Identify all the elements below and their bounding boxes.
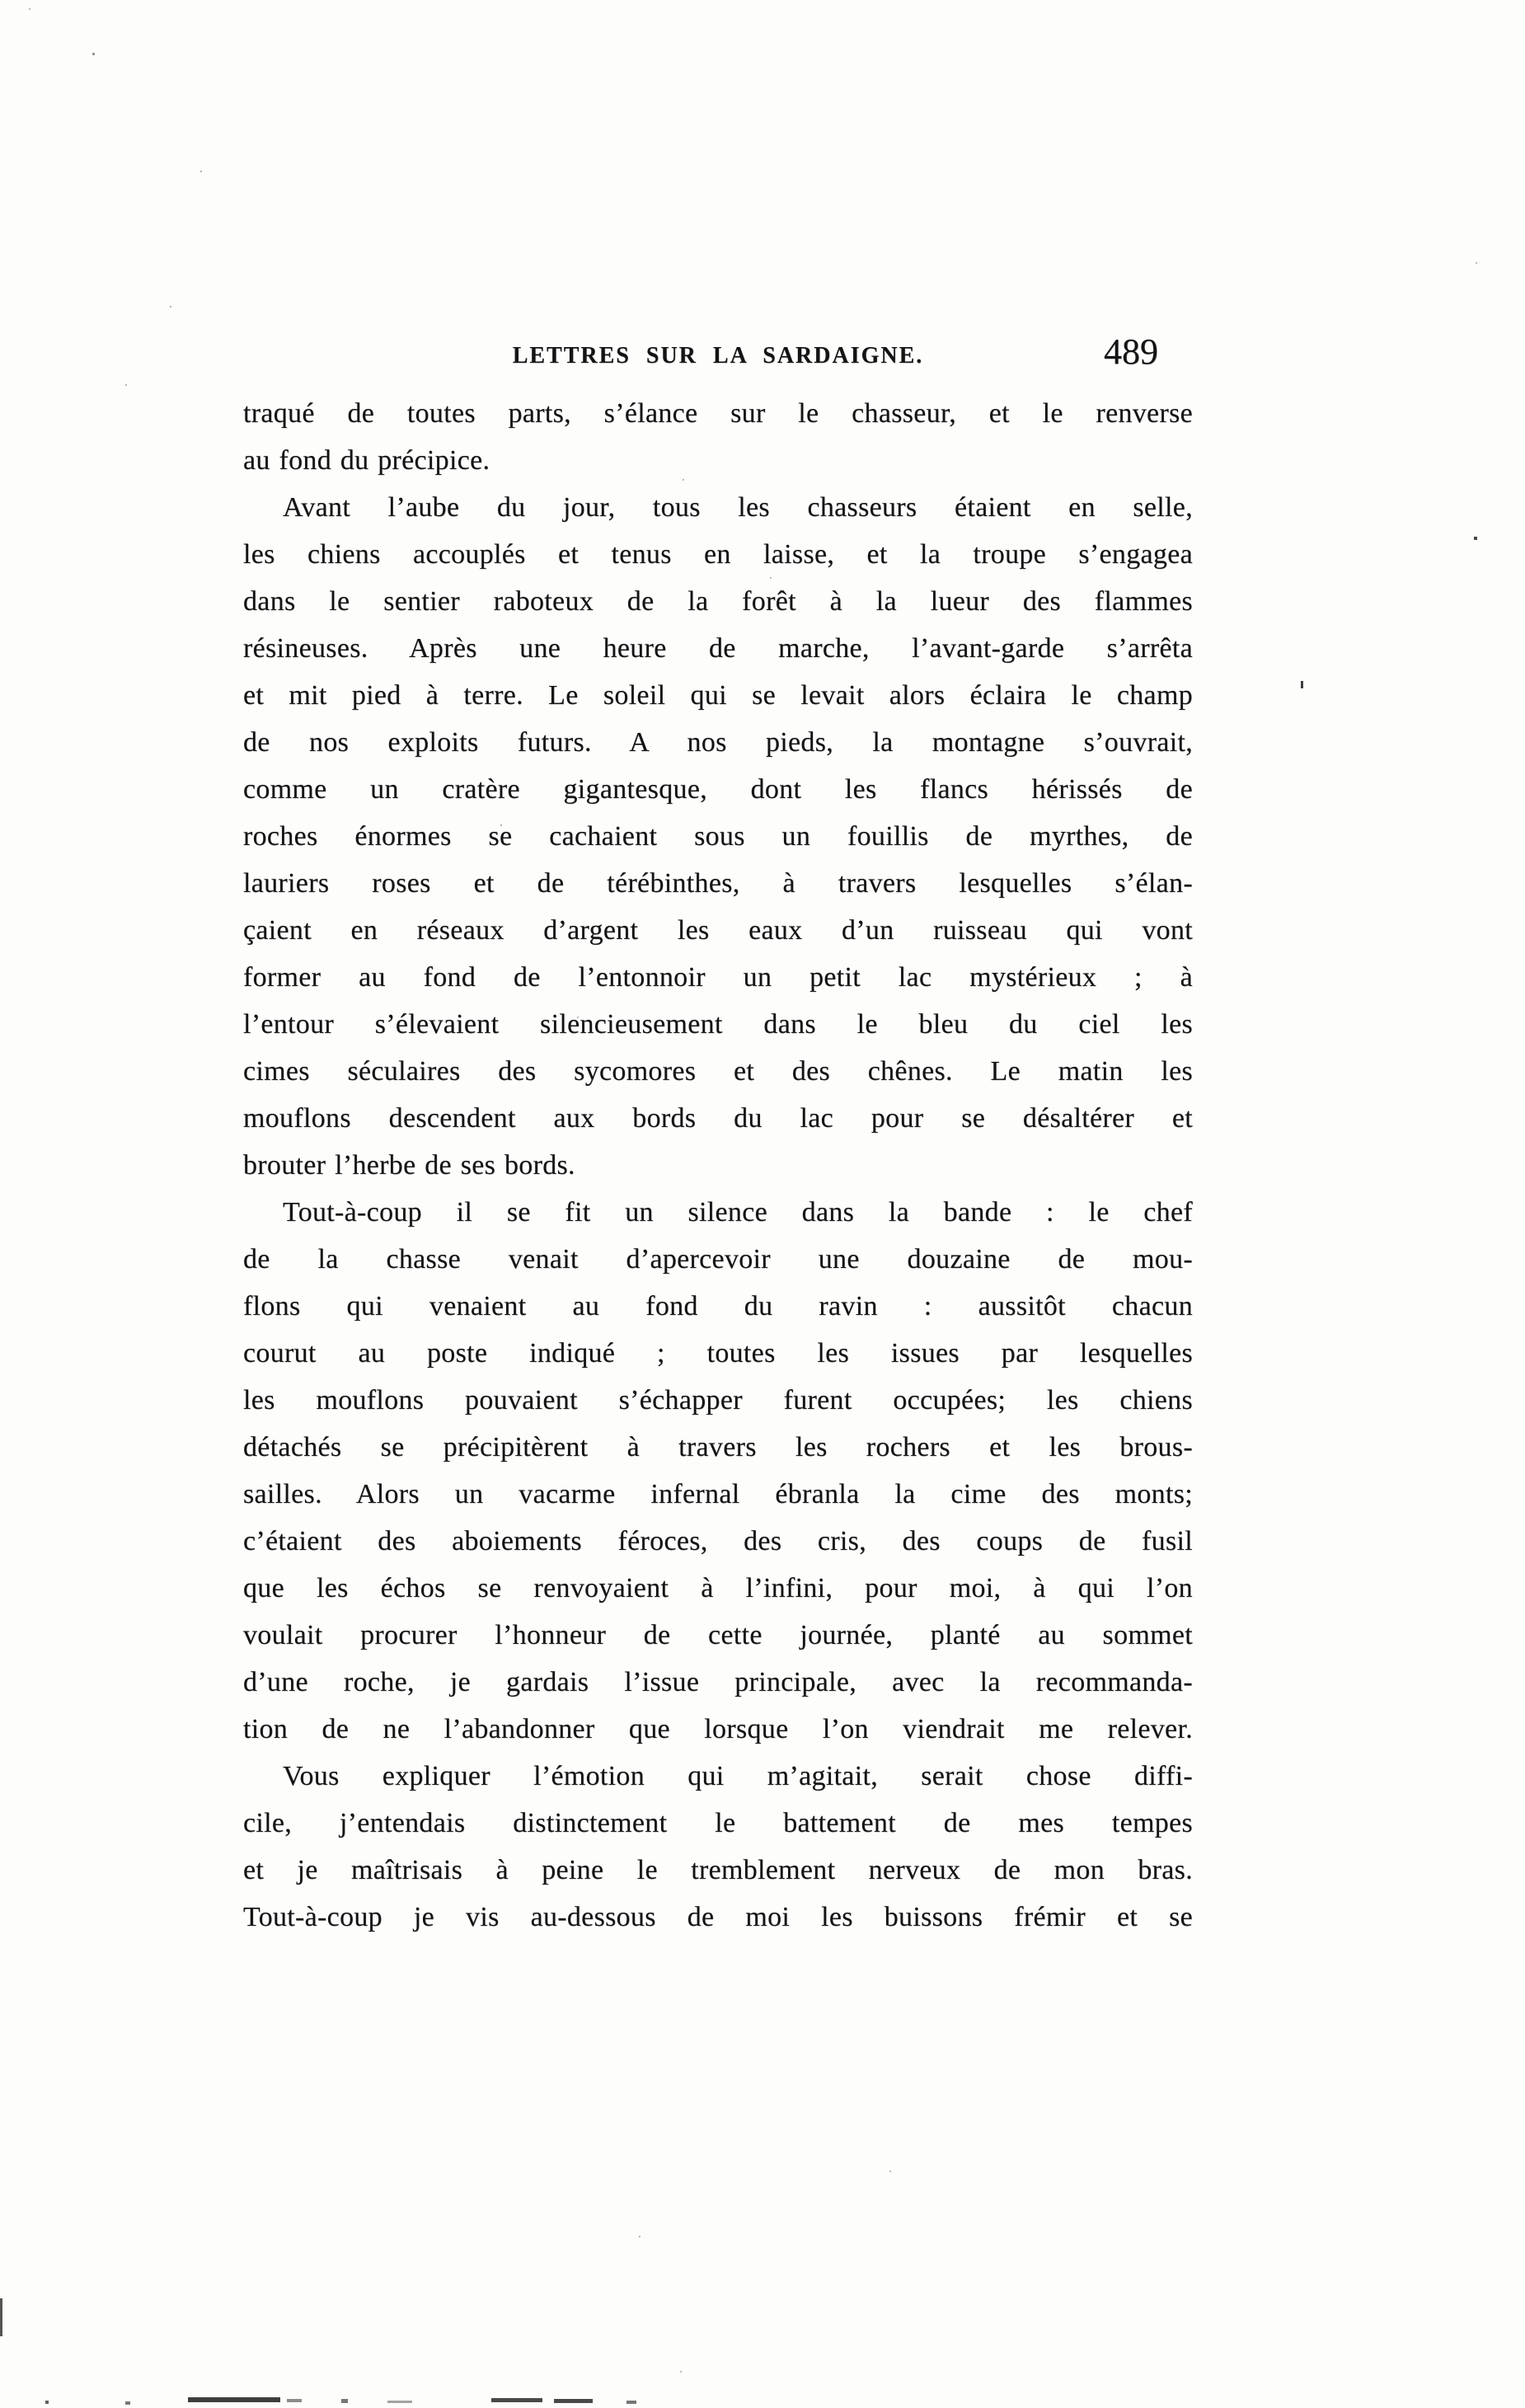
text-line: et je maîtrisais à peine le tremblement nerveux de mon bras.	[243, 1855, 1193, 1885]
scan-artifact	[287, 2399, 302, 2402]
text-line: Tout-à-coup il se fit un silence dans la bande : le chef	[283, 1197, 1193, 1227]
scan-artifact	[491, 2398, 542, 2402]
text-line: voulait procurer l’honneur de cette journée, planté au sommet	[243, 1620, 1193, 1650]
scan-artifact	[45, 2401, 49, 2404]
scan-artifact	[0, 2298, 2, 2336]
scan-artifact	[29, 8, 30, 10]
text-line: dans le sentier raboteux de la forêt à la lueur des flammes	[243, 586, 1193, 617]
text-line: d’une roche, je gardais l’issue principale, avec la recommanda-	[243, 1667, 1193, 1697]
scan-artifact	[387, 2401, 412, 2403]
text-line: çaient en réseaux d’argent les eaux d’un ruisseau qui vont	[243, 915, 1193, 946]
text-line: de nos exploits futurs. A nos pieds, la montagne s’ouvrait,	[243, 727, 1193, 758]
text-line: Avant l’aube du jour, tous les chasseurs étaient en selle,	[283, 492, 1193, 523]
text-line: cile, j’entendais distinctement le battement de mes tempes	[243, 1808, 1193, 1838]
text-line: roches énormes se cachaient sous un fouillis de myrthes, de	[243, 821, 1193, 852]
scan-artifact	[626, 2401, 636, 2404]
text-line: l’entour s’élevaient silencieusement dans le bleu du ciel les	[243, 1009, 1193, 1040]
text-line: tion de ne l’abandonner que lorsque l’on viendrait me relever.	[243, 1714, 1193, 1744]
text-line: au fond du précipice.	[243, 445, 490, 476]
text-line: mouflons descendent aux bords du lac pour se désaltérer et	[243, 1103, 1193, 1134]
text-line: brouter l’herbe de ses bords.	[243, 1150, 575, 1181]
text-line: flons qui venaient au fond du ravin : aussitôt chacun	[243, 1291, 1193, 1321]
scan-artifact	[188, 2397, 280, 2402]
scan-artifact	[770, 577, 772, 579]
scan-artifact	[125, 2401, 130, 2405]
scan-artifact	[500, 824, 502, 826]
text-line: c’étaient des aboiements féroces, des cris, des coups de fusil	[243, 1526, 1193, 1556]
scan-artifact	[889, 2171, 891, 2172]
text-line: résineuses. Après une heure de marche, l’avant-garde s’arrêta	[243, 633, 1193, 664]
text-line: former au fond de l’entonnoir un petit lac mystérieux ; à	[243, 962, 1193, 993]
text-line: Tout-à-coup je vis au-dessous de moi les buissons frémir et se	[243, 1902, 1193, 1932]
scan-artifact	[170, 306, 171, 307]
text-line: sailles. Alors un vacarme infernal ébranla la cime des monts;	[243, 1479, 1193, 1509]
text-line: les mouflons pouvaient s’échapper furent occupées; les chiens	[243, 1385, 1193, 1415]
scan-artifact	[125, 384, 127, 386]
text-line: lauriers roses et de térébinthes, à travers lesquelles s’élan-	[243, 868, 1193, 899]
scan-artifact	[554, 2399, 593, 2403]
text-line: que les échos se renvoyaient à l’infini, pour moi, à qui l’on	[243, 1573, 1193, 1603]
scan-artifact	[1301, 681, 1303, 688]
text-line: Vous expliquer l’émotion qui m’agitait, serait chose diffi-	[283, 1761, 1193, 1791]
scan-artifact	[92, 53, 95, 55]
scan-artifact	[683, 479, 684, 481]
scan-artifact	[577, 1016, 579, 1018]
text-line: de la chasse venait d’apercevoir une douzaine de mou-	[243, 1244, 1193, 1274]
text-line: courut au poste indiqué ; toutes les issues par lesquelles	[243, 1338, 1193, 1368]
page-header	[243, 331, 1193, 376]
scan-artifact	[1476, 262, 1477, 264]
text-line: comme un cratère gigantesque, dont les flancs hérissés de	[243, 774, 1193, 805]
page-body	[243, 390, 1193, 1941]
text-line: les chiens accouplés et tenus en laisse, et la troupe s’engagea	[243, 539, 1193, 570]
scan-artifact	[341, 2399, 348, 2403]
scan-artifact	[639, 2236, 640, 2237]
text-line: traqué de toutes parts, s’élance sur le chasseur, et le renverse	[243, 398, 1193, 429]
scan-artifact	[680, 2371, 682, 2373]
text-line: et mit pied à terre. Le soleil qui se levait alors éclaira le champ	[243, 680, 1193, 711]
text-line: cimes séculaires des sycomores et des chênes. Le matin les	[243, 1056, 1193, 1087]
scan-artifact	[1474, 537, 1477, 540]
page-number: 489	[1104, 331, 1158, 372]
scan-artifact	[200, 171, 202, 172]
running-title: LETTRES SUR LA SARDAIGNE.	[512, 343, 924, 368]
text-line: détachés se précipitèrent à travers les rochers et les brous-	[243, 1432, 1193, 1462]
